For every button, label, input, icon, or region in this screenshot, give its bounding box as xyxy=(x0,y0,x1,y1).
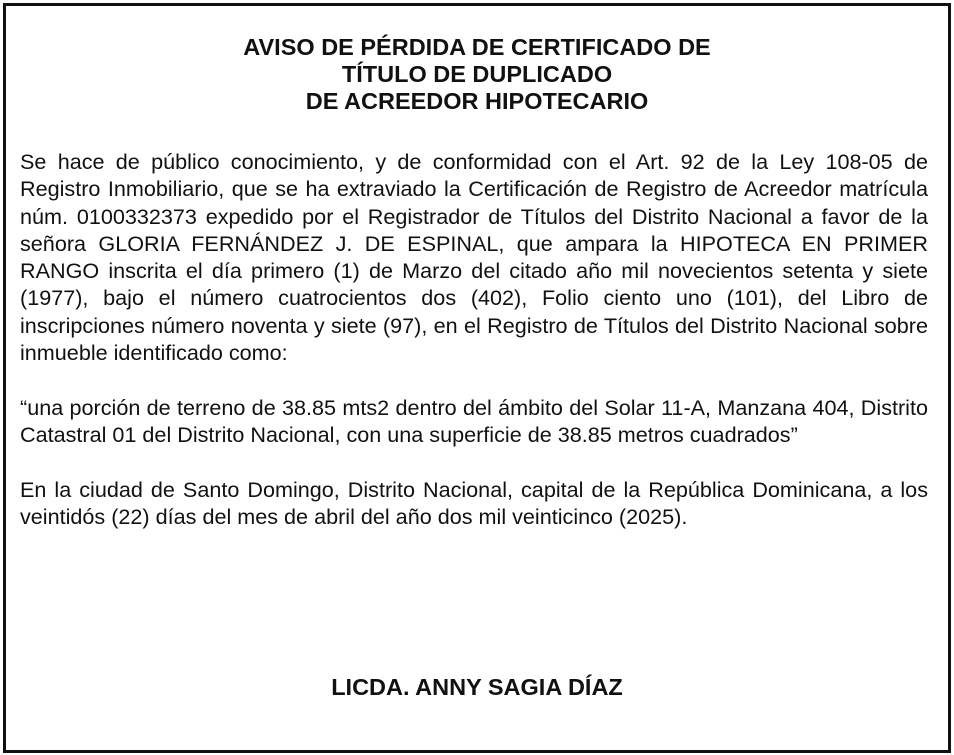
paragraph-announcement: Se hace de público conocimiento, y de conformidad con el Art. 92 de la Ley 108-05 de Registro Inmobiliario, que se ha extraviado la Certificación de Registro de Acreedor matrícula núm. 0100332373 expedido por el Registrador de Títulos del Distrito Nacional a favor de la señora GLORIA FERNÁNDEZ J. DE ESPINAL, que ampara la HIPOTECA EN PRIMER RANGO inscrita el día primero (1) de Marzo del citado año mil novecientos setenta y siete (1977), bajo el número cuatrocientos dos (402), Folio ciento uno (101), del Libro de inscripciones número noventa y siete (97), en el Registro de Títulos del Distrito Nacional sobre inmueble identificado como: xyxy=(20,149,928,366)
title-line-2: TÍTULO DE DUPLICADO xyxy=(341,61,613,87)
title-line-1: AVISO DE PÉRDIDA DE CERTIFICADO DE xyxy=(243,34,711,60)
notice-body xyxy=(20,148,928,557)
paragraph-place-date: En la ciudad de Santo Domingo, Distrito Nacional, capital de la República Dominicana, a los veintidós (22) días del mes de abril del año dos mil veinticinco (2025). xyxy=(20,476,928,529)
signature-name: LICDA. ANNY SAGIA DÍAZ xyxy=(331,674,623,700)
title-line-3: DE ACREEDOR HIPOTECARIO xyxy=(305,88,649,114)
notice-box xyxy=(3,3,951,753)
paragraph-property-description: “una porción de terreno de 38.85 mts2 dentro del ámbito del Solar 11-A, Manzana 404, Distrito Catastral 01 del Distrito Nacional, con una superficie de 38.85 metros cuadrados” xyxy=(20,394,928,447)
notice-title xyxy=(6,34,948,115)
